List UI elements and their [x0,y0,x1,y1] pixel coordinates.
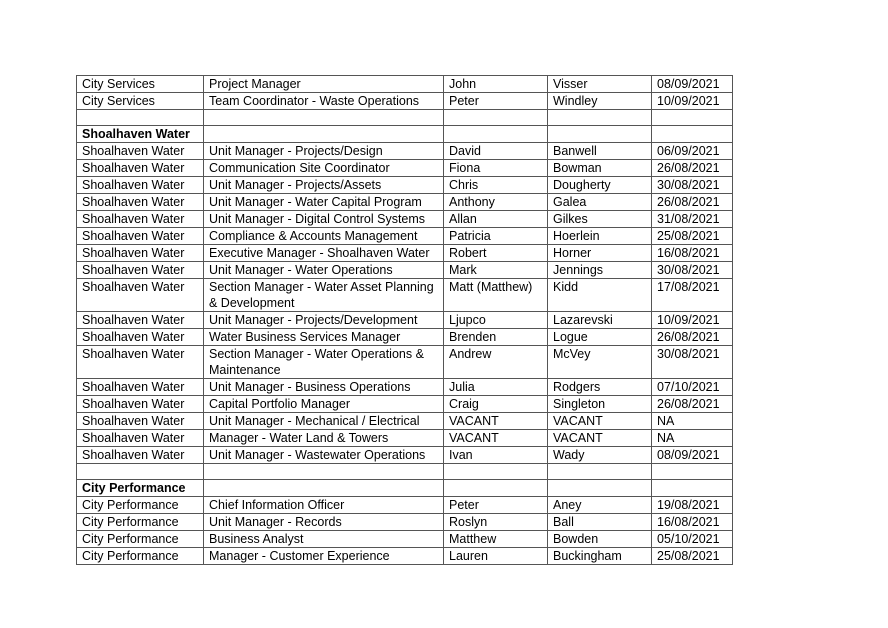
empty-cell [204,110,444,126]
department-cell: Shoalhaven Water [77,430,204,447]
date-cell: 06/09/2021 [652,143,733,160]
date-cell: NA [652,413,733,430]
last-name-cell: Visser [548,76,652,93]
empty-cell [204,464,444,480]
last-name-cell: VACANT [548,413,652,430]
last-name-cell: Jennings [548,262,652,279]
table-row [77,514,733,531]
empty-cell [77,110,204,126]
blank-row [77,464,733,480]
empty-cell [548,110,652,126]
position-cell: Unit Manager - Projects/Design [204,143,444,160]
last-name-cell: VACANT [548,430,652,447]
table-row [77,329,733,346]
last-name-cell: Galea [548,194,652,211]
department-cell: Shoalhaven Water [77,279,204,312]
first-name-cell: Peter [444,93,548,110]
position-cell: Unit Manager - Mechanical / Electrical [204,413,444,430]
first-name-cell: David [444,143,548,160]
staff-table-body [77,76,733,565]
first-name-cell: John [444,76,548,93]
table-row [77,194,733,211]
position-cell: Executive Manager - Shoalhaven Water [204,245,444,262]
table-row [77,177,733,194]
position-cell: Section Manager - Water Operations & Maintenance [204,346,444,379]
department-cell: City Performance [77,497,204,514]
last-name-cell: Dougherty [548,177,652,194]
department-cell: Shoalhaven Water [77,379,204,396]
first-name-cell: VACANT [444,430,548,447]
date-cell: 08/09/2021 [652,76,733,93]
department-cell: Shoalhaven Water [77,346,204,379]
date-cell: 26/08/2021 [652,329,733,346]
department-cell: City Performance [77,548,204,565]
position-cell: Project Manager [204,76,444,93]
position-cell: Chief Information Officer [204,497,444,514]
table-row [77,76,733,93]
department-cell: Shoalhaven Water [77,329,204,346]
empty-cell [444,464,548,480]
first-name-cell: Ivan [444,447,548,464]
first-name-cell: Anthony [444,194,548,211]
date-cell: 31/08/2021 [652,211,733,228]
last-name-cell: Banwell [548,143,652,160]
date-cell: 26/08/2021 [652,194,733,211]
first-name-cell: Roslyn [444,514,548,531]
last-name-cell: Wady [548,447,652,464]
department-cell: City Services [77,76,204,93]
department-cell: Shoalhaven Water [77,312,204,329]
date-cell: 08/09/2021 [652,447,733,464]
position-cell: Compliance & Accounts Management [204,228,444,245]
last-name-cell: Bowden [548,531,652,548]
table-row [77,211,733,228]
table-row [77,447,733,464]
table-row [77,245,733,262]
table-row [77,413,733,430]
date-cell: 26/08/2021 [652,160,733,177]
first-name-cell: VACANT [444,413,548,430]
position-cell: Business Analyst [204,531,444,548]
empty-cell [548,464,652,480]
table-row [77,396,733,413]
empty-cell [444,110,548,126]
department-cell: Shoalhaven Water [77,160,204,177]
department-cell: Shoalhaven Water [77,194,204,211]
position-cell: Water Business Services Manager [204,329,444,346]
date-cell: 07/10/2021 [652,379,733,396]
empty-cell [652,480,733,497]
table-row [77,93,733,110]
last-name-cell: Buckingham [548,548,652,565]
date-cell: 25/08/2021 [652,548,733,565]
last-name-cell: Kidd [548,279,652,312]
last-name-cell: Windley [548,93,652,110]
department-cell: Shoalhaven Water [77,396,204,413]
empty-cell [444,126,548,143]
department-cell: City Performance [77,514,204,531]
first-name-cell: Allan [444,211,548,228]
table-row [77,279,733,312]
last-name-cell: Logue [548,329,652,346]
position-cell: Unit Manager - Projects/Assets [204,177,444,194]
section-title: Shoalhaven Water [77,126,204,143]
empty-cell [444,480,548,497]
table-row [77,312,733,329]
date-cell: 30/08/2021 [652,346,733,379]
department-cell: Shoalhaven Water [77,143,204,160]
staff-table [76,75,733,565]
first-name-cell: Robert [444,245,548,262]
department-cell: City Services [77,93,204,110]
empty-cell [652,110,733,126]
date-cell: 05/10/2021 [652,531,733,548]
last-name-cell: Aney [548,497,652,514]
empty-cell [77,464,204,480]
table-row [77,228,733,245]
last-name-cell: Gilkes [548,211,652,228]
empty-cell [652,126,733,143]
date-cell: 17/08/2021 [652,279,733,312]
blank-row [77,110,733,126]
last-name-cell: Bowman [548,160,652,177]
date-cell: 10/09/2021 [652,312,733,329]
department-cell: Shoalhaven Water [77,177,204,194]
table-row [77,160,733,177]
position-cell: Unit Manager - Business Operations [204,379,444,396]
department-cell: Shoalhaven Water [77,447,204,464]
position-cell: Manager - Customer Experience [204,548,444,565]
position-cell: Team Coordinator - Waste Operations [204,93,444,110]
first-name-cell: Mark [444,262,548,279]
last-name-cell: Lazarevski [548,312,652,329]
last-name-cell: Rodgers [548,379,652,396]
department-cell: City Performance [77,531,204,548]
date-cell: 30/08/2021 [652,177,733,194]
table-row [77,143,733,160]
last-name-cell: Horner [548,245,652,262]
department-cell: Shoalhaven Water [77,245,204,262]
empty-cell [548,480,652,497]
first-name-cell: Lauren [444,548,548,565]
table-row [77,262,733,279]
first-name-cell: Matt (Matthew) [444,279,548,312]
section-header-row [77,126,733,143]
position-cell: Unit Manager - Digital Control Systems [204,211,444,228]
last-name-cell: Ball [548,514,652,531]
first-name-cell: Julia [444,379,548,396]
table-row [77,346,733,379]
first-name-cell: Brenden [444,329,548,346]
first-name-cell: Fiona [444,160,548,177]
last-name-cell: Hoerlein [548,228,652,245]
table-row [77,548,733,565]
position-cell: Manager - Water Land & Towers [204,430,444,447]
first-name-cell: Craig [444,396,548,413]
date-cell: 30/08/2021 [652,262,733,279]
position-cell: Unit Manager - Projects/Development [204,312,444,329]
section-header-row [77,480,733,497]
position-cell: Unit Manager - Wastewater Operations [204,447,444,464]
department-cell: Shoalhaven Water [77,413,204,430]
first-name-cell: Peter [444,497,548,514]
position-cell: Capital Portfolio Manager [204,396,444,413]
position-cell: Unit Manager - Records [204,514,444,531]
position-cell: Unit Manager - Water Operations [204,262,444,279]
last-name-cell: Singleton [548,396,652,413]
position-cell: Section Manager - Water Asset Planning & Development [204,279,444,312]
empty-cell [204,480,444,497]
section-title: City Performance [77,480,204,497]
first-name-cell: Ljupco [444,312,548,329]
department-cell: Shoalhaven Water [77,262,204,279]
date-cell: 10/09/2021 [652,93,733,110]
last-name-cell: McVey [548,346,652,379]
department-cell: Shoalhaven Water [77,228,204,245]
date-cell: 16/08/2021 [652,514,733,531]
first-name-cell: Andrew [444,346,548,379]
first-name-cell: Chris [444,177,548,194]
department-cell: Shoalhaven Water [77,211,204,228]
table-row [77,531,733,548]
empty-cell [652,464,733,480]
empty-cell [548,126,652,143]
table-row [77,379,733,396]
empty-cell [204,126,444,143]
first-name-cell: Matthew [444,531,548,548]
date-cell: 16/08/2021 [652,245,733,262]
date-cell: 26/08/2021 [652,396,733,413]
table-row [77,497,733,514]
first-name-cell: Patricia [444,228,548,245]
position-cell: Communication Site Coordinator [204,160,444,177]
date-cell: 19/08/2021 [652,497,733,514]
position-cell: Unit Manager - Water Capital Program [204,194,444,211]
date-cell: 25/08/2021 [652,228,733,245]
date-cell: NA [652,430,733,447]
table-row [77,430,733,447]
